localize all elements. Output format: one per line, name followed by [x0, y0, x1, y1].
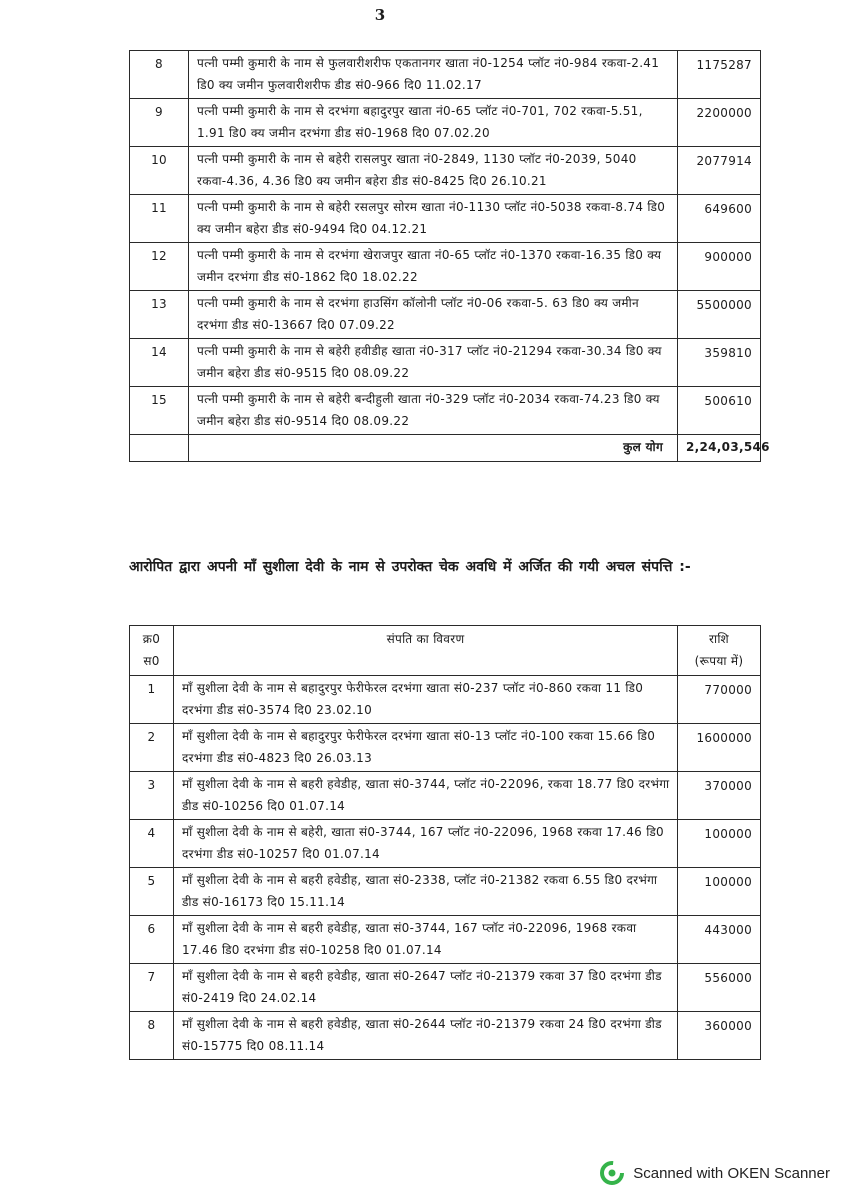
table-row [130, 724, 761, 772]
serial-number-cell: 1 [130, 676, 174, 724]
amount-cell: 556000 [678, 964, 761, 1012]
description-cell: माँ सुशीला देवी के नाम से बहेरी, खाता सं0-3744, 167 प्लॉट नं0-22096, 1968 रकवा 17.46 डि0 दरभंगा डीड सं0-10257 दि0 01.07.14 [174, 820, 678, 868]
amount-cell: 359810 [678, 339, 761, 387]
total-row [130, 435, 761, 462]
serial-number-cell: 14 [130, 339, 189, 387]
amount-cell: 1175287 [678, 51, 761, 99]
scanner-watermark-text: Scanned with OKEN Scanner [633, 1164, 830, 1182]
mother-property-table [129, 625, 761, 1060]
amount-cell: 2200000 [678, 99, 761, 147]
oken-scanner-logo-icon [599, 1160, 625, 1186]
serial-number-cell: 12 [130, 243, 189, 291]
amount-cell: 2077914 [678, 147, 761, 195]
serial-number-cell: 6 [130, 916, 174, 964]
description-cell: माँ सुशीला देवी के नाम से बहरी हवेडीह, खाता सं0-2644 प्लॉट नं0-21379 रकवा 24 डि0 दरभंगा डीड सं0-15775 दि0 08.11.14 [174, 1012, 678, 1060]
total-label: कुल योग [189, 435, 678, 462]
table-row [130, 676, 761, 724]
amount-cell: 1600000 [678, 724, 761, 772]
serial-number-cell: 10 [130, 147, 189, 195]
serial-number-cell: 8 [130, 1012, 174, 1060]
serial-number-cell: 11 [130, 195, 189, 243]
scanner-watermark [599, 1160, 830, 1186]
table-row [130, 291, 761, 339]
serial-number-cell: 4 [130, 820, 174, 868]
table-header-row [130, 626, 761, 676]
table-row [130, 1012, 761, 1060]
header-amount: राशि (रूपया में) [678, 626, 761, 676]
table-row [130, 99, 761, 147]
table-row [130, 147, 761, 195]
description-cell: पत्नी पम्मी कुमारी के नाम से दरभंगा हाउसिंग कॉलोनी प्लॉट नं0-06 रकवा-5. 63 डि0 क्य जमीन दरभंगा डीड सं0-13667 दि0 07.09.22 [189, 291, 678, 339]
amount-cell: 370000 [678, 772, 761, 820]
header-description: संपति का विवरण [174, 626, 678, 676]
description-cell: माँ सुशीला देवी के नाम से बहादुरपुर फेरीफेरल दरभंगा खाता सं0-237 प्लॉट नं0-860 रकवा 11 डि0 दरभंगा डीड सं0-3574 दि0 23.02.10 [174, 676, 678, 724]
amount-cell: 100000 [678, 868, 761, 916]
description-cell: माँ सुशीला देवी के नाम से बहादुरपुर फेरीफेरल दरभंगा खाता सं0-13 प्लॉट नं0-100 रकवा 15.66 डि0 दरभंगा डीड सं0-4823 दि0 26.03.13 [174, 724, 678, 772]
serial-number-cell: 15 [130, 387, 189, 435]
amount-cell: 100000 [678, 820, 761, 868]
description-cell: पत्नी पम्मी कुमारी के नाम से फुलवारीशरीफ एकतानगर खाता नं0-1254 प्लॉट नं0-984 रकवा-2.41 डि0 क्य जमीन फुलवारीशरीफ डीड सं0-966 दि0 11.02.17 [189, 51, 678, 99]
description-cell: पत्नी पम्मी कुमारी के नाम से बहेरी बन्दीहुली खाता नं0-329 प्लॉट नं0-2034 रकवा-74.23 डि0 क्य जमीन बहेरा डीड सं0-9514 दि0 08.09.22 [189, 387, 678, 435]
description-cell: पत्नी पम्मी कुमारी के नाम से बहेरी हवीडीह खाता नं0-317 प्लॉट नं0-21294 रकवा-30.34 डि0 क्य जमीन बहेरा डीड सं0-9515 दि0 08.09.22 [189, 339, 678, 387]
amount-cell: 360000 [678, 1012, 761, 1060]
amount-cell: 443000 [678, 916, 761, 964]
description-cell: माँ सुशीला देवी के नाम से बहरी हवेडीह, खाता सं0-3744, प्लॉट नं0-22096, रकवा 18.77 डि0 दरभंगा डीड सं0-10256 दि0 01.07.14 [174, 772, 678, 820]
serial-number-cell: 2 [130, 724, 174, 772]
serial-number-cell: 8 [130, 51, 189, 99]
amount-cell: 649600 [678, 195, 761, 243]
table-row [130, 51, 761, 99]
table-row [130, 195, 761, 243]
page-number: 3 [374, 6, 386, 24]
header-sn: क्र0 स0 [130, 626, 174, 676]
serial-number-cell: 3 [130, 772, 174, 820]
description-cell: माँ सुशीला देवी के नाम से बहरी हवेडीह, खाता सं0-3744, 167 प्लॉट नं0-22096, 1968 रकवा 17.46 डि0 दरभंगा डीड सं0-10258 दि0 01.07.14 [174, 916, 678, 964]
serial-number-cell: 7 [130, 964, 174, 1012]
table-row [130, 772, 761, 820]
serial-number-cell: 5 [130, 868, 174, 916]
description-cell: पत्नी पम्मी कुमारी के नाम से बहेरी रासलपुर खाता नं0-2849, 1130 प्लॉट नं0-2039, 5040 रकवा-4.36, 4.36 डि0 क्य जमीन बहेरा डीड सं0-8425 दि0 26.10.21 [189, 147, 678, 195]
description-cell: माँ सुशीला देवी के नाम से बहरी हवेडीह, खाता सं0-2338, प्लॉट नं0-21382 रकवा 6.55 डि0 दरभंगा डीड सं0-16173 दि0 15.11.14 [174, 868, 678, 916]
wife-property-table [129, 50, 770, 462]
amount-cell: 5500000 [678, 291, 761, 339]
amount-cell: 900000 [678, 243, 761, 291]
table-row [130, 964, 761, 1012]
description-cell: पत्नी पम्मी कुमारी के नाम से दरभंगा बहादुरपुर खाता नं0-65 प्लॉट नं0-701, 702 रकवा-5.51, 1.91 डि0 क्य जमीन दरभंगा डीड सं0-1968 दि0 07.02.20 [189, 99, 678, 147]
description-cell: पत्नी पम्मी कुमारी के नाम से बहेरी रसलपुर सोरम खाता नं0-1130 प्लॉट नं0-5038 रकवा-8.74 डि0 क्य जमीन बहेरा डीड सं0-9494 दि0 04.12.21 [189, 195, 678, 243]
table-row [130, 243, 761, 291]
table-row [130, 339, 761, 387]
table-row [130, 387, 761, 435]
total-value: 2,24,03,546 [678, 435, 761, 462]
description-cell: माँ सुशीला देवी के नाम से बहरी हवेडीह, खाता सं0-2647 प्लॉट नं0-21379 रकवा 37 डि0 दरभंगा डीड सं0-2419 दि0 24.02.14 [174, 964, 678, 1012]
description-cell: पत्नी पम्मी कुमारी के नाम से दरभंगा खेराजपुर खाता नं0-65 प्लॉट नं0-1370 रकवा-16.35 डि0 क्य जमीन दरभंगा डीड सं0-1862 दि0 18.02.22 [189, 243, 678, 291]
serial-number-cell: 13 [130, 291, 189, 339]
table-row [130, 868, 761, 916]
amount-cell: 770000 [678, 676, 761, 724]
section-heading: आरोपित द्वारा अपनी माँ सुशीला देवी के नाम से उपरोक्त चेक अवधि में अर्जित की गयी अचल संपत्ति :- [129, 559, 691, 575]
table-row [130, 820, 761, 868]
total-sn-cell [130, 435, 189, 462]
amount-cell: 500610 [678, 387, 761, 435]
table-row [130, 916, 761, 964]
serial-number-cell: 9 [130, 99, 189, 147]
